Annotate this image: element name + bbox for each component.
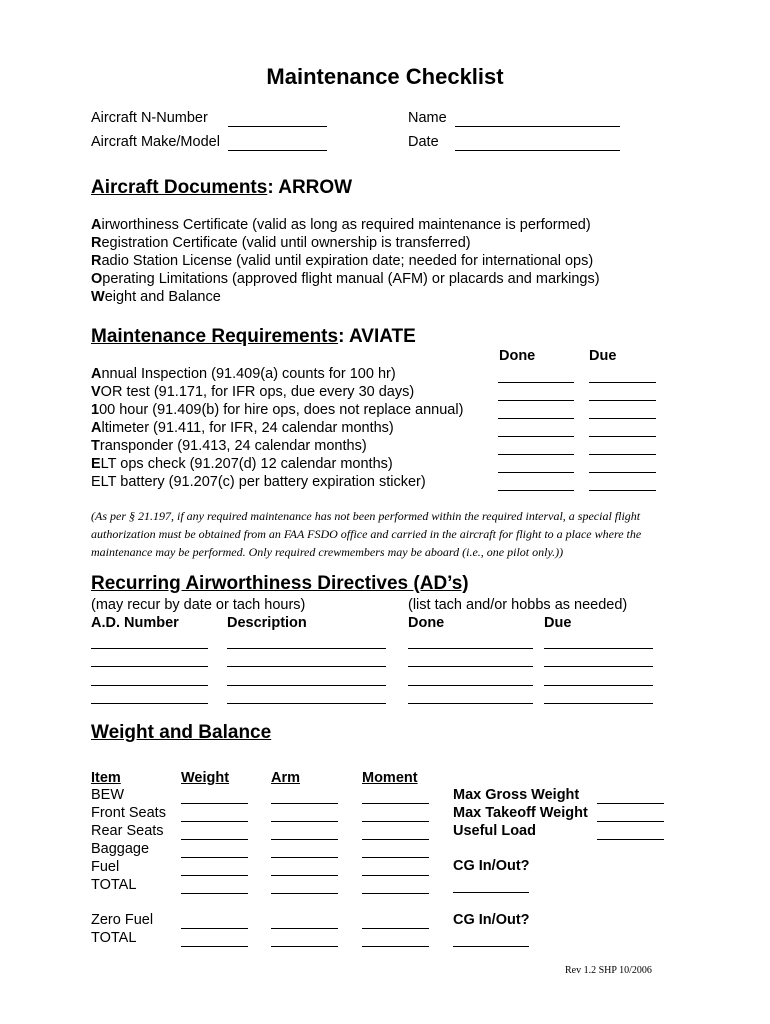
moment-header: Moment [362,770,418,786]
maintenance-heading [91,326,416,348]
item-header: Item [91,770,121,786]
ad-due-field[interactable] [544,666,653,667]
date-label: Date [408,134,439,150]
ad-number-field[interactable] [91,648,208,649]
weight-field[interactable] [181,821,248,822]
name-field[interactable] [455,126,620,127]
due-field[interactable] [589,382,656,383]
weight-field[interactable] [181,946,248,947]
item-initial: R [91,253,102,269]
regulation-note-line: (As per § 21.197, if any required maintenance has not been performed within the required interval, a special flight [91,509,641,523]
due-field[interactable] [589,436,656,437]
item-initial: 1 [91,402,100,418]
document-item [91,253,593,270]
ad-number-field[interactable] [91,685,208,686]
ad-due-field[interactable] [544,648,653,649]
weight-header: Weight [181,770,230,786]
weight-field[interactable] [181,857,248,858]
ad-done-field[interactable] [408,648,533,649]
description-header: Description [227,615,307,631]
name-label: Name [408,110,447,126]
item-text: eight and Balance [104,289,221,305]
arm-field[interactable] [271,839,338,840]
moment-field[interactable] [362,946,429,947]
document-item [91,271,600,288]
item-text: irworthiness Certificate (valid as long as required maintenance is performed) [101,217,591,233]
max-takeoff-weight-field[interactable] [597,821,664,822]
ad-done-header: Done [408,615,445,631]
ads-subtitle-left: (may recur by date or tach hours) [91,597,306,613]
weight-field[interactable] [181,839,248,840]
item-initial: A [91,366,102,382]
item-initial: O [91,271,103,287]
moment-field[interactable] [362,803,429,804]
arm-field[interactable] [271,803,338,804]
wb-item-label: Baggage [91,841,150,857]
maintenance-item [91,474,426,491]
document-item [91,235,471,252]
useful-load-label: Useful Load [453,823,536,839]
due-field[interactable] [589,472,656,473]
due-field[interactable] [589,454,656,455]
max-takeoff-weight-label: Max Takeoff Weight [453,805,588,821]
done-field[interactable] [498,382,574,383]
wb-item-label: Zero Fuel [91,912,154,928]
done-field[interactable] [498,472,574,473]
max-gross-weight-field[interactable] [597,803,664,804]
due-field[interactable] [589,490,656,491]
moment-field[interactable] [362,893,429,894]
maintenance-item [91,366,396,383]
moment-field[interactable] [362,928,429,929]
item-initial: A [91,217,102,233]
ad-number-field[interactable] [91,666,208,667]
item-text: egistration Certificate (valid until ownership is transferred) [101,235,471,251]
moment-field[interactable] [362,821,429,822]
document-item [91,217,591,234]
documents-heading [91,177,352,199]
due-field[interactable] [589,400,656,401]
arm-field[interactable] [271,875,338,876]
zero-fuel-cg-label: CG In/Out? [453,912,530,928]
moment-field[interactable] [362,857,429,858]
wb-item-label: Rear Seats [91,823,164,839]
ads-subtitle-right: (list tach and/or hobbs as needed) [408,597,628,613]
item-initial: E [91,456,101,472]
weight-field[interactable] [181,803,248,804]
maintenance-item [91,456,393,473]
ads-heading: Recurring Airworthiness Directives (AD’s) [91,573,469,594]
done-field[interactable] [498,490,574,491]
maintenance-item [91,402,463,419]
ad-due-header: Due [544,615,572,631]
ad-description-field[interactable] [227,685,386,686]
maintenance-item [91,384,414,401]
item-text: ELT battery (91.207(c) per battery expiration sticker) [91,474,426,490]
item-text: nnual Inspection (91.409(a) counts for 100 hr) [101,366,396,382]
moment-field[interactable] [362,839,429,840]
arm-header: Arm [271,770,301,786]
done-field[interactable] [498,400,574,401]
item-text: OR test (91.171, for IFR ops, due every 30 days) [100,384,415,400]
ad-due-field[interactable] [544,685,653,686]
make-model-field[interactable] [228,150,327,151]
arm-field[interactable] [271,857,338,858]
documents-heading-text: Aircraft Documents [91,177,268,198]
maintenance-acronym: : AVIATE [338,326,416,347]
ad-due-field[interactable] [544,703,653,704]
maintenance-item [91,420,394,437]
wb-heading: Weight and Balance [91,722,272,743]
due-column-header: Due [589,348,617,364]
item-initial: V [91,384,101,400]
item-text: perating Limitations (approved flight manual (AFM) or placards and markings) [102,271,600,287]
done-field[interactable] [498,454,574,455]
make-model-label: Aircraft Make/Model [91,134,220,150]
wb-item-label: TOTAL [91,930,137,946]
ad-done-field[interactable] [408,666,533,667]
item-text: adio Station License (valid until expiration date; needed for international ops) [101,253,594,269]
wb-item-label: TOTAL [91,877,137,893]
ad-done-field[interactable] [408,703,533,704]
item-text: 00 hour (91.409(b) for hire ops, does not replace annual) [99,402,464,418]
date-field[interactable] [455,150,620,151]
maintenance-item [91,438,367,455]
moment-field[interactable] [362,875,429,876]
arm-field[interactable] [271,893,338,894]
cg-field[interactable] [453,892,529,893]
wb-item-label: Front Seats [91,805,166,821]
weight-field[interactable] [181,875,248,876]
cg-label: CG In/Out? [453,858,530,874]
item-text: ltimeter (91.411, for IFR, 24 calendar months) [101,420,394,436]
page-title: Maintenance Checklist [266,64,504,89]
arm-field[interactable] [271,946,338,947]
weight-field[interactable] [181,928,248,929]
done-field[interactable] [498,436,574,437]
ad-description-field[interactable] [227,648,386,649]
weight-field[interactable] [181,893,248,894]
item-text: ransponder (91.413, 24 calendar months) [99,438,367,454]
due-field[interactable] [589,418,656,419]
item-initial: A [91,420,102,436]
item-initial: T [91,438,100,454]
ad-number-header: A.D. Number [91,615,179,631]
ad-description-field[interactable] [227,666,386,667]
done-column-header: Done [499,348,536,364]
ad-done-field[interactable] [408,685,533,686]
done-field[interactable] [498,418,574,419]
n-number-label: Aircraft N-Number [91,110,208,126]
ad-description-field[interactable] [227,703,386,704]
documents-acronym: : ARROW [267,177,353,198]
wb-item-label: Fuel [91,859,120,875]
maintenance-heading-text: Maintenance Requirements [91,326,339,347]
item-text: LT ops check (91.207(d) 12 calendar months) [100,456,393,472]
revision-footer: Rev 1.2 SHP 10/2006 [565,965,652,976]
item-initial: R [91,235,102,251]
zero-fuel-cg-field[interactable] [453,946,529,947]
max-gross-weight-label: Max Gross Weight [453,787,580,803]
arm-field[interactable] [271,928,338,929]
n-number-field[interactable] [228,126,327,127]
useful-load-field[interactable] [597,839,664,840]
document-item [91,289,221,306]
wb-item-label: BEW [91,787,125,803]
regulation-note-line: authorization must be obtained from an FAA FSDO office and carried in the aircraft for flight to a place where the [91,527,642,541]
regulation-note-line: maintenance may be performed. Only required crewmembers may be aboard (i.e., one pilot only.)) [91,545,564,559]
item-initial: W [91,289,105,305]
ad-number-field[interactable] [91,703,208,704]
arm-field[interactable] [271,821,338,822]
